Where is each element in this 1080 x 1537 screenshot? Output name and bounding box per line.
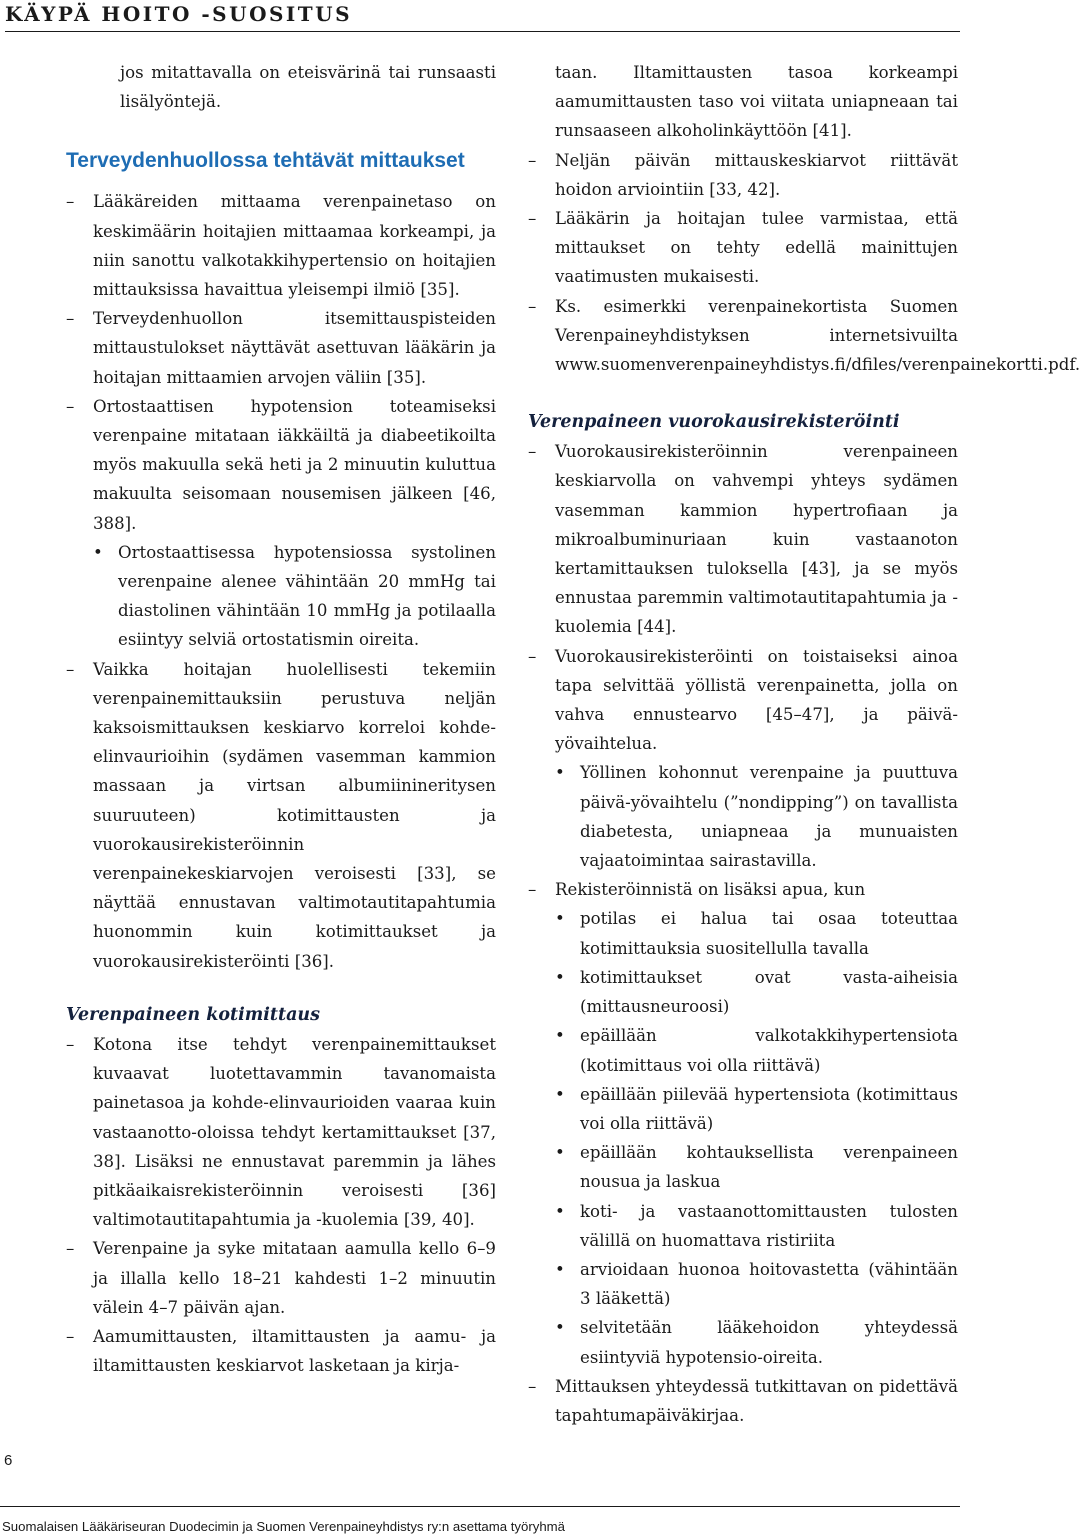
right-column [528, 58, 1080, 1430]
list-item: – Rekisteröinnistä on lisäksi apua, kun [528, 875, 958, 904]
list-item: – Vuorokausirekisteröinti on toistaiseksi ainoa tapa selvittää yöllistä verenpainetta, jolla on vahva ennustearvo [45–47], ja päivä-yövaihtelua. [528, 642, 958, 759]
bullet-item: • epäillään piilevää hypertensiota (kotimittaus voi olla riittävä) [528, 1080, 958, 1138]
list-item: – Kotona itse tehdyt verenpainemittaukset kuvaavat luotettavammin tavanomaista painetasoa ja kohde-elinvaurioiden vaaraa kuin vastaanotto-oloissa tehdyt kertamittaukset [37, 38]. Lisäksi ne ennustavat paremmin ja lähes pitkäaikaisrekisteröinnin veroisesti [36] valtimotautitapahtumia ja -kuolemia [39, 40]. [66, 1030, 496, 1234]
bullet-item: • kotimittaukset ovat vasta-aiheisia (mittausneuroosi) [528, 963, 958, 1021]
bullet-item: • epäillään kohtauksellista verenpaineen nousua ja laskua [528, 1138, 958, 1196]
bullet-item: • epäillään valkotakkihypertensiota (kotimittaus voi olla riittävä) [528, 1021, 958, 1079]
left-column [66, 58, 496, 1380]
list-item: – Vuorokausirekisteröinnin verenpaineen keskiarvolla on vahvempi yhteys sydämen vasemman kammion hypertrofiaan ja mikroalbuminuriaan kuin vastaanoton kertamittauksen tuloksella [43], ja se myös ennustaa paremmin valtimotautitapahtumia ja -kuolemia [44]. [528, 437, 958, 641]
bullet-item: • selvitetään lääkehoidon yhteydessä esiintyviä hypotensio-oireita. [528, 1313, 958, 1371]
list-item: – Ks. esimerkki verenpainekortista Suomen Verenpaineyhdistyksen internetsivuilta www.suomenverenpaineyhdistys.fi/dfiles/verenpainekortti.pdf. [528, 292, 958, 380]
footer-text: Suomalaisen Lääkäriseuran Duodecimin ja Suomen Verenpaineyhdistys ry:n asettama työryhmä [2, 1519, 565, 1534]
list-item: – Lääkärin ja hoitajan tulee varmistaa, että mittaukset on tehty edellä mainittujen vaatimusten mukaisesti. [528, 204, 958, 292]
bullet-item: • koti- ja vastaanottomittausten tulosten välillä on huomattava ristiriita [528, 1197, 958, 1255]
list-item: – Neljän päivän mittauskeskiarvot riittävät hoidon arviointiin [33, 42]. [528, 146, 958, 204]
list-item: – Mittauksen yhteydessä tutkittavan on pidettävä tapahtumapäiväkirjaa. [528, 1372, 958, 1430]
section-heading-vuorokausirekisterointi: Verenpaineen vuorokausirekisteröinti [528, 412, 900, 433]
bullet-item: • arvioidaan huonoa hoitovastetta (vähintään 3 lääkettä) [528, 1255, 958, 1313]
bullet-item: • Ortostaattisessa hypotensiossa systolinen verenpaine alenee vähintään 20 mmHg tai diastolinen vähintään 10 mmHg ja potilaalla esiintyy selviä ortostatismin oireita. [66, 538, 496, 655]
page-header [5, 0, 960, 32]
list-item: – Terveydenhuollon itsemittauspisteiden mittaustulokset näyttävät asettuvan lääkärin ja hoitajan mittaamien arvojen väliin [35]. [66, 304, 496, 392]
page-footer [0, 1506, 960, 1537]
list-item: – Ortostaattisen hypotension toteamiseksi verenpaine mitataan iäkkäiltä ja diabeetikoilta myös makuulla sekä heti ja 2 minuutin kuluttua makuulta seisomaan nousemisen jälkeen [46, 388]. [66, 392, 496, 538]
left-lead-paragraph: jos mitattavalla on eteisvärinä tai runsaasti lisälyöntejä. [120, 63, 496, 112]
bullet-item: • potilas ei halua tai osaa toteuttaa kotimittauksia suositellulla tavalla [528, 904, 958, 962]
list-item: – Verenpaine ja syke mitataan aamulla kello 6–9 ja illalla kello 18–21 kahdesti 1–2 minuutin välein 4–7 päivän ajan. [66, 1234, 496, 1322]
list-item: – Aamumittausten, iltamittausten ja aamu- ja iltamittausten keskiarvot lasketaan ja kirja- [66, 1322, 496, 1380]
section-heading-terveydenhuolto: Terveydenhuollossa tehtävät mittaukset [66, 149, 465, 173]
right-lead-paragraph: taan. Iltamittausten tasoa korkeampi aamumittausten taso voi viitata uniapneaan tai runsaaseen alkoholinkäyttöön [41]. [555, 63, 958, 141]
bullet-item: • Yöllinen kohonnut verenpaine ja puuttuva päivä-yövaihtelu (”nondipping”) on tavallista diabetesta, uniapneaa ja munuaisten vajaatoimintaa sairastavilla. [528, 758, 958, 875]
list-item: – Lääkäreiden mittaama verenpainetaso on keskimäärin hoitajien mittaamaa korkeampi, ja niin sanottu valkotakkihypertensio on hoitajien mittauksissa havaittua yleisempi ilmiö [35]. [66, 187, 496, 304]
header-title: KÄYPÄ HOITO -SUOSITUS [5, 2, 353, 26]
section-heading-kotimittaus: Verenpaineen kotimittaus [66, 1004, 320, 1025]
list-item: – Vaikka hoitajan huolellisesti tekemiin verenpainemittauksiin perustuva neljän kaksoismittauksen keskiarvo korreloi kohde-elinvaurioihin (sydämen vasemman kammion massaan ja virtsan albumiinineritysen suuruuteen) kotimittausten ja vuorokausirekisteröinnin verenpainekeskiarvojen veroisesti [33], se näyttää ennustavan valtimotautitapahtumia huonommin kuin kotimittaukset ja vuorokausirekisteröinti [36]. [66, 655, 496, 976]
page-number: 6 [4, 1452, 13, 1469]
